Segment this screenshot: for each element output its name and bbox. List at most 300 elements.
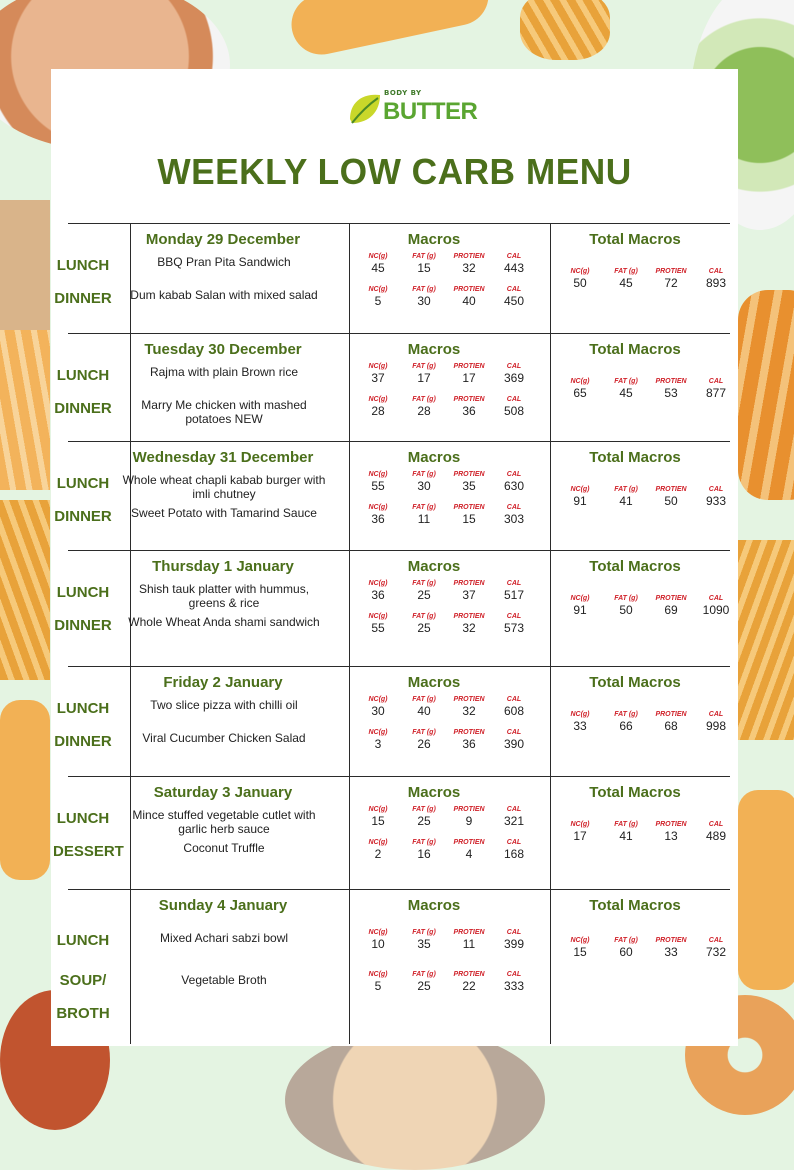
dish-name: Viral Cucumber Chicken Salad xyxy=(142,731,306,745)
total-macro-fat-value: 60 xyxy=(619,945,633,959)
meal-macro-cal-label: CAL xyxy=(506,363,522,370)
meal-macro-fat-value: 25 xyxy=(417,588,431,602)
total-macro-protein-value: 72 xyxy=(664,276,678,290)
meal-label: DESSERT xyxy=(53,843,124,860)
total-macro-nc xyxy=(560,486,600,508)
meal-macro-protein xyxy=(449,396,489,418)
total-macro-fat-value: 45 xyxy=(619,276,633,290)
meal-macro-nc-label: NC(g) xyxy=(368,839,388,846)
meal-macro-cal-value: 608 xyxy=(503,704,525,718)
meal-macro-fat-value: 17 xyxy=(417,371,431,385)
meal-macro-nc xyxy=(358,504,398,526)
meal-macro-cal-value: 333 xyxy=(503,979,525,993)
total-macro-protein xyxy=(651,378,691,400)
meal-macro-cal-label: CAL xyxy=(506,729,522,736)
meal-macro-fat xyxy=(404,471,444,493)
meal-macro-protein-value: 9 xyxy=(465,814,473,828)
meal-macro-cal-label: CAL xyxy=(506,696,522,703)
total-macro-cal-label: CAL xyxy=(708,378,724,385)
total-macro-protein-value: 50 xyxy=(664,494,678,508)
meal-macro-cal-label: CAL xyxy=(506,580,522,587)
meal-macro-nc-label: NC(g) xyxy=(368,504,388,511)
meal-macro-cal-label: CAL xyxy=(506,971,522,978)
meal-label: DINNER xyxy=(54,400,112,417)
meal-macro-protein-value: 40 xyxy=(462,294,476,308)
meal-macro-protein-value: 37 xyxy=(462,588,476,602)
meal-macro-protein xyxy=(449,729,489,751)
total-macro-cal-value: 732 xyxy=(705,945,727,959)
meal-macro-protein-value: 36 xyxy=(462,404,476,418)
meal-label: LUNCH xyxy=(56,367,110,384)
day-title: Thursday 1 January xyxy=(152,558,294,575)
meal-macro-cal-value: 450 xyxy=(503,294,525,308)
day-title: Monday 29 December xyxy=(145,231,301,248)
total-macro-protein-label: PROTIEN xyxy=(655,268,687,275)
total-macro-nc-label: NC(g) xyxy=(570,711,590,718)
meal-macro-protein-label: PROTIEN xyxy=(453,396,485,403)
meal-macro-nc xyxy=(358,286,398,308)
meal-label: DINNER xyxy=(54,733,112,750)
meal-macro-fat-label: FAT (g) xyxy=(412,396,436,403)
meal-macro-cal-value: 321 xyxy=(503,814,525,828)
meal-macro-cal-label: CAL xyxy=(506,839,522,846)
meal-macro-nc-value: 28 xyxy=(371,404,385,418)
total-macro-fat-value: 50 xyxy=(619,603,633,617)
meal-label: DINNER xyxy=(54,617,112,634)
meal-label: DINNER xyxy=(54,290,112,307)
meal-macro-fat xyxy=(404,286,444,308)
meal-macro-protein-value: 11 xyxy=(462,937,476,951)
day-title: Saturday 3 January xyxy=(153,784,293,801)
meal-macro-nc-label: NC(g) xyxy=(368,806,388,813)
meal-macro-nc-label: NC(g) xyxy=(368,729,388,736)
baguette-right-illustration xyxy=(738,790,794,990)
meal-macro-nc-label: NC(g) xyxy=(368,929,388,936)
total-macro-nc xyxy=(560,937,600,959)
meal-macro-protein-label: PROTIEN xyxy=(453,471,485,478)
meal-macro-cal xyxy=(494,396,534,418)
total-macro-cal-label: CAL xyxy=(708,937,724,944)
total-macro-cal-value: 998 xyxy=(705,719,727,733)
meal-macro-protein xyxy=(449,806,489,828)
meal-macro-nc-label: NC(g) xyxy=(368,286,388,293)
total-macro-protein-label: PROTIEN xyxy=(655,937,687,944)
total-macro-cal-value: 933 xyxy=(705,494,727,508)
meal-macro-nc-value: 45 xyxy=(371,261,385,275)
meal-macro-protein xyxy=(449,286,489,308)
meal-macro-fat-value: 30 xyxy=(417,479,431,493)
meal-macro-cal xyxy=(494,696,534,718)
meal-macro-fat-label: FAT (g) xyxy=(412,929,436,936)
macros-heading: Macros xyxy=(407,449,461,466)
total-macro-protein xyxy=(651,268,691,290)
total-macro-nc-label: NC(g) xyxy=(570,486,590,493)
macros-heading: Macros xyxy=(407,341,461,358)
day-title: Friday 2 January xyxy=(163,674,283,691)
total-macro-protein-label: PROTIEN xyxy=(655,711,687,718)
total-macro-nc xyxy=(560,378,600,400)
meal-label: LUNCH xyxy=(56,700,110,717)
total-macro-protein-label: PROTIEN xyxy=(655,378,687,385)
breadsticks-left-illustration xyxy=(0,330,50,490)
total-macro-cal-label: CAL xyxy=(708,711,724,718)
wheat-right-illustration xyxy=(738,540,794,740)
meal-macro-protein xyxy=(449,471,489,493)
row-divider xyxy=(68,223,730,224)
meal-macro-cal xyxy=(494,806,534,828)
total-macro-fat xyxy=(606,711,646,733)
total-macro-nc-value: 91 xyxy=(573,603,587,617)
meal-label: SOUP/ BROTH xyxy=(56,972,110,1022)
total-macro-protein-value: 13 xyxy=(664,829,678,843)
dish-name: Mince stuffed vegetable cutlet with garlic herb sauce xyxy=(132,808,316,836)
meal-macro-protein-label: PROTIEN xyxy=(453,929,485,936)
total-macros-heading: Total Macros xyxy=(589,674,681,691)
meal-macro-cal-value: 573 xyxy=(503,621,525,635)
meal-macro-nc-label: NC(g) xyxy=(368,253,388,260)
total-macro-nc-value: 17 xyxy=(573,829,587,843)
total-macro-cal-value: 877 xyxy=(705,386,727,400)
meal-macro-fat-label: FAT (g) xyxy=(412,971,436,978)
dish-name: Rajma with plain Brown rice xyxy=(149,365,299,379)
dish-name: Marry Me chicken with mashed potatoes NEW xyxy=(141,398,307,426)
leaf-icon xyxy=(346,89,386,129)
total-macros-heading: Total Macros xyxy=(589,897,681,914)
brand-small: BODY BY xyxy=(384,89,422,97)
row-divider xyxy=(68,666,730,667)
total-macro-cal-label: CAL xyxy=(708,821,724,828)
total-macro-protein xyxy=(651,821,691,843)
row-divider xyxy=(68,889,730,890)
meal-macro-protein-value: 32 xyxy=(462,261,476,275)
meal-macro-fat-label: FAT (g) xyxy=(412,471,436,478)
meal-macro-protein-value: 35 xyxy=(462,479,476,493)
meal-macro-protein-label: PROTIEN xyxy=(453,806,485,813)
total-macro-fat-label: FAT (g) xyxy=(614,711,638,718)
total-macro-cal xyxy=(696,711,736,733)
total-macro-fat-value: 66 xyxy=(619,719,633,733)
macros-heading: Macros xyxy=(407,231,461,248)
meal-macro-nc xyxy=(358,396,398,418)
meal-macro-nc-label: NC(g) xyxy=(368,471,388,478)
meal-macro-nc xyxy=(358,363,398,385)
meal-macro-nc-value: 30 xyxy=(371,704,385,718)
meal-macro-fat xyxy=(404,363,444,385)
meal-macro-cal-label: CAL xyxy=(506,253,522,260)
baguette-top-illustration xyxy=(286,0,494,60)
meal-macro-nc-label: NC(g) xyxy=(368,971,388,978)
total-macro-nc-value: 91 xyxy=(573,494,587,508)
meal-macro-fat-value: 30 xyxy=(417,294,431,308)
meal-macro-protein xyxy=(449,363,489,385)
hummus-bowl-illustration xyxy=(285,1030,545,1170)
total-macro-protein-value: 68 xyxy=(664,719,678,733)
meal-macro-protein-label: PROTIEN xyxy=(453,504,485,511)
meal-macro-protein-value: 15 xyxy=(462,512,476,526)
meal-label: LUNCH xyxy=(56,584,110,601)
wheat-left-illustration xyxy=(0,500,50,680)
total-macros-heading: Total Macros xyxy=(589,341,681,358)
total-macro-fat xyxy=(606,378,646,400)
meal-macro-fat-value: 15 xyxy=(417,261,431,275)
total-macro-protein xyxy=(651,711,691,733)
total-macro-cal-label: CAL xyxy=(708,595,724,602)
meal-macro-fat-value: 26 xyxy=(417,737,431,751)
dish-name: Whole Wheat Anda shami sandwich xyxy=(128,615,320,629)
row-divider xyxy=(68,333,730,334)
meal-macro-fat-value: 16 xyxy=(417,847,431,861)
meal-macro-protein-label: PROTIEN xyxy=(453,363,485,370)
total-macro-protein-label: PROTIEN xyxy=(655,821,687,828)
total-macro-nc xyxy=(560,711,600,733)
total-macro-cal xyxy=(696,937,736,959)
total-macro-protein-label: PROTIEN xyxy=(655,486,687,493)
meal-macro-fat xyxy=(404,253,444,275)
macros-heading: Macros xyxy=(407,674,461,691)
meal-macro-protein-value: 36 xyxy=(462,737,476,751)
dish-name: Sweet Potato with Tamarind Sauce xyxy=(131,506,317,520)
total-macro-fat-label: FAT (g) xyxy=(614,486,638,493)
meal-macro-fat-label: FAT (g) xyxy=(412,696,436,703)
meal-macro-nc xyxy=(358,729,398,751)
meal-macro-nc-value: 10 xyxy=(371,937,385,951)
meal-macro-nc-value: 37 xyxy=(371,371,385,385)
meal-macro-cal-label: CAL xyxy=(506,286,522,293)
total-macro-fat xyxy=(606,486,646,508)
meal-macro-fat-value: 11 xyxy=(417,512,431,526)
meal-macro-nc xyxy=(358,839,398,861)
meal-macro-protein-value: 32 xyxy=(462,704,476,718)
total-macro-protein xyxy=(651,937,691,959)
meal-macro-fat-label: FAT (g) xyxy=(412,504,436,511)
meal-macro-protein-label: PROTIEN xyxy=(453,613,485,620)
meal-macro-nc-label: NC(g) xyxy=(368,696,388,703)
total-macro-fat-label: FAT (g) xyxy=(614,378,638,385)
meal-macro-nc xyxy=(358,471,398,493)
total-macro-cal xyxy=(696,486,736,508)
meal-macro-fat-value: 40 xyxy=(417,704,431,718)
total-macro-cal-value: 1090 xyxy=(702,603,730,617)
meal-label: DINNER xyxy=(54,508,112,525)
meal-macro-nc-value: 55 xyxy=(371,479,385,493)
meal-macro-cal-value: 168 xyxy=(503,847,525,861)
meal-macro-cal-value: 390 xyxy=(503,737,525,751)
total-macro-protein-value: 33 xyxy=(664,945,678,959)
meal-label: LUNCH xyxy=(56,810,110,827)
total-macro-protein-value: 69 xyxy=(664,603,678,617)
meal-macro-fat xyxy=(404,696,444,718)
meal-macro-nc-value: 5 xyxy=(374,294,382,308)
total-macro-fat-value: 41 xyxy=(619,494,633,508)
total-macro-cal-value: 489 xyxy=(705,829,727,843)
total-macro-fat-label: FAT (g) xyxy=(614,268,638,275)
total-macro-nc-value: 65 xyxy=(573,386,587,400)
dish-name: BBQ Pran Pita Sandwich xyxy=(157,255,291,269)
meal-macro-protein-label: PROTIEN xyxy=(453,286,485,293)
dish-name: Whole wheat chapli kabab burger with imli chutney xyxy=(122,473,326,501)
total-macro-nc-value: 50 xyxy=(573,276,587,290)
dish-name: Two slice pizza with chilli oil xyxy=(150,698,298,712)
total-macro-nc-label: NC(g) xyxy=(570,937,590,944)
meal-macro-fat-label: FAT (g) xyxy=(412,580,436,587)
total-macro-cal-label: CAL xyxy=(708,486,724,493)
meal-macro-cal-value: 630 xyxy=(503,479,525,493)
total-macro-fat xyxy=(606,821,646,843)
row-divider xyxy=(68,776,730,777)
macros-heading: Macros xyxy=(407,558,461,575)
total-macros-heading: Total Macros xyxy=(589,558,681,575)
total-macro-fat-label: FAT (g) xyxy=(614,937,638,944)
meal-macro-cal-label: CAL xyxy=(506,613,522,620)
dish-name: Shish tauk platter with hummus, greens & rice xyxy=(138,582,310,610)
meal-macro-fat xyxy=(404,929,444,951)
total-macro-nc xyxy=(560,268,600,290)
meal-macro-cal xyxy=(494,971,534,993)
meal-macro-cal xyxy=(494,471,534,493)
meal-macro-nc xyxy=(358,253,398,275)
meal-macro-protein xyxy=(449,929,489,951)
brand-logo xyxy=(346,87,478,129)
meal-macro-cal-value: 399 xyxy=(503,937,525,951)
meal-macro-nc xyxy=(358,929,398,951)
total-macro-cal xyxy=(696,821,736,843)
total-macro-nc xyxy=(560,595,600,617)
total-macro-nc-value: 33 xyxy=(573,719,587,733)
meal-macro-cal xyxy=(494,613,534,635)
meal-macro-fat-label: FAT (g) xyxy=(412,729,436,736)
meal-macro-protein-value: 22 xyxy=(462,979,476,993)
meal-macro-cal-value: 303 xyxy=(503,512,525,526)
dish-name: Coconut Truffle xyxy=(183,841,265,855)
meal-macro-protein-label: PROTIEN xyxy=(453,696,485,703)
meal-macro-fat xyxy=(404,729,444,751)
bread-loaf-right-illustration xyxy=(738,290,794,500)
meal-macro-protein-label: PROTIEN xyxy=(453,729,485,736)
total-macro-fat-value: 41 xyxy=(619,829,633,843)
total-macro-protein-label: PROTIEN xyxy=(655,595,687,602)
total-macro-cal-value: 893 xyxy=(705,276,727,290)
row-divider xyxy=(68,550,730,551)
meal-macro-protein xyxy=(449,971,489,993)
total-macro-cal-label: CAL xyxy=(708,268,724,275)
meal-macro-cal xyxy=(494,929,534,951)
meal-macro-protein xyxy=(449,839,489,861)
meal-macro-nc-value: 36 xyxy=(371,588,385,602)
meal-macro-nc-value: 15 xyxy=(371,814,385,828)
meal-macro-fat-label: FAT (g) xyxy=(412,286,436,293)
meal-macro-fat-label: FAT (g) xyxy=(412,253,436,260)
meal-macro-fat xyxy=(404,396,444,418)
meal-macro-protein-value: 4 xyxy=(465,847,473,861)
meal-macro-cal xyxy=(494,253,534,275)
meal-macro-protein-label: PROTIEN xyxy=(453,839,485,846)
meal-macro-nc-value: 55 xyxy=(371,621,385,635)
meal-macro-cal xyxy=(494,504,534,526)
meal-macro-fat-value: 25 xyxy=(417,621,431,635)
meal-macro-protein-value: 17 xyxy=(462,371,476,385)
meal-macro-fat-label: FAT (g) xyxy=(412,806,436,813)
meal-macro-cal-label: CAL xyxy=(506,471,522,478)
meal-macro-cal-label: CAL xyxy=(506,396,522,403)
dish-name: Dum kabab Salan with mixed salad xyxy=(130,288,318,302)
meal-macro-cal-value: 369 xyxy=(503,371,525,385)
meal-macro-fat xyxy=(404,839,444,861)
brand-name: BUTTER xyxy=(383,98,478,125)
meal-macro-nc-label: NC(g) xyxy=(368,613,388,620)
menu-card xyxy=(51,69,738,1046)
meal-macro-cal xyxy=(494,580,534,602)
baguette-left-illustration xyxy=(0,700,50,880)
meal-macro-protein-label: PROTIEN xyxy=(453,971,485,978)
meal-macro-fat-value: 28 xyxy=(417,404,431,418)
wheat-top-illustration xyxy=(520,0,610,60)
meal-macro-protein-label: PROTIEN xyxy=(453,253,485,260)
meal-macro-nc-label: NC(g) xyxy=(368,580,388,587)
page-title: WEEKLY LOW CARB MENU xyxy=(157,151,632,192)
meal-macro-fat xyxy=(404,580,444,602)
meal-macro-cal xyxy=(494,729,534,751)
total-macros-heading: Total Macros xyxy=(589,231,681,248)
total-macro-cal xyxy=(696,378,736,400)
dish-name: Mixed Achari sabzi bowl xyxy=(159,931,289,945)
meal-macro-cal-value: 517 xyxy=(503,588,525,602)
meal-macro-protein xyxy=(449,504,489,526)
pretzel-bag-illustration xyxy=(0,200,50,330)
meal-macro-protein xyxy=(449,696,489,718)
total-macro-fat xyxy=(606,595,646,617)
meal-macro-cal xyxy=(494,363,534,385)
meal-macro-nc xyxy=(358,613,398,635)
total-macro-nc xyxy=(560,821,600,843)
meal-macro-fat-value: 25 xyxy=(417,814,431,828)
dish-name: Vegetable Broth xyxy=(181,973,267,987)
meal-macro-nc xyxy=(358,971,398,993)
total-macros-heading: Total Macros xyxy=(589,784,681,801)
meal-macro-nc-label: NC(g) xyxy=(368,396,388,403)
meal-macro-nc-value: 36 xyxy=(371,512,385,526)
meal-macro-protein xyxy=(449,613,489,635)
meal-macro-protein-label: PROTIEN xyxy=(453,580,485,587)
macros-heading: Macros xyxy=(407,784,461,801)
meal-macro-nc-value: 5 xyxy=(374,979,382,993)
meal-macro-cal xyxy=(494,286,534,308)
total-macro-fat-value: 45 xyxy=(619,386,633,400)
meal-macro-cal-label: CAL xyxy=(506,929,522,936)
meal-macro-fat xyxy=(404,504,444,526)
total-macro-fat xyxy=(606,937,646,959)
meal-macro-nc xyxy=(358,806,398,828)
total-macro-nc-label: NC(g) xyxy=(570,378,590,385)
total-macro-protein xyxy=(651,595,691,617)
meal-macro-cal-value: 443 xyxy=(503,261,525,275)
meal-label: LUNCH xyxy=(56,475,110,492)
row-divider xyxy=(68,441,730,442)
meal-macro-protein xyxy=(449,580,489,602)
meal-macro-fat xyxy=(404,806,444,828)
total-macro-cal xyxy=(696,595,736,617)
meal-macro-nc-value: 2 xyxy=(374,847,382,861)
total-macro-nc-label: NC(g) xyxy=(570,595,590,602)
total-macro-fat-label: FAT (g) xyxy=(614,595,638,602)
meal-macro-cal xyxy=(494,839,534,861)
macros-heading: Macros xyxy=(407,897,461,914)
total-macro-protein-value: 53 xyxy=(664,386,678,400)
day-title: Wednesday 31 December xyxy=(132,449,314,466)
meal-macro-fat xyxy=(404,613,444,635)
meal-macro-cal-label: CAL xyxy=(506,504,522,511)
meal-label: LUNCH xyxy=(56,932,110,949)
meal-macro-fat-label: FAT (g) xyxy=(412,363,436,370)
